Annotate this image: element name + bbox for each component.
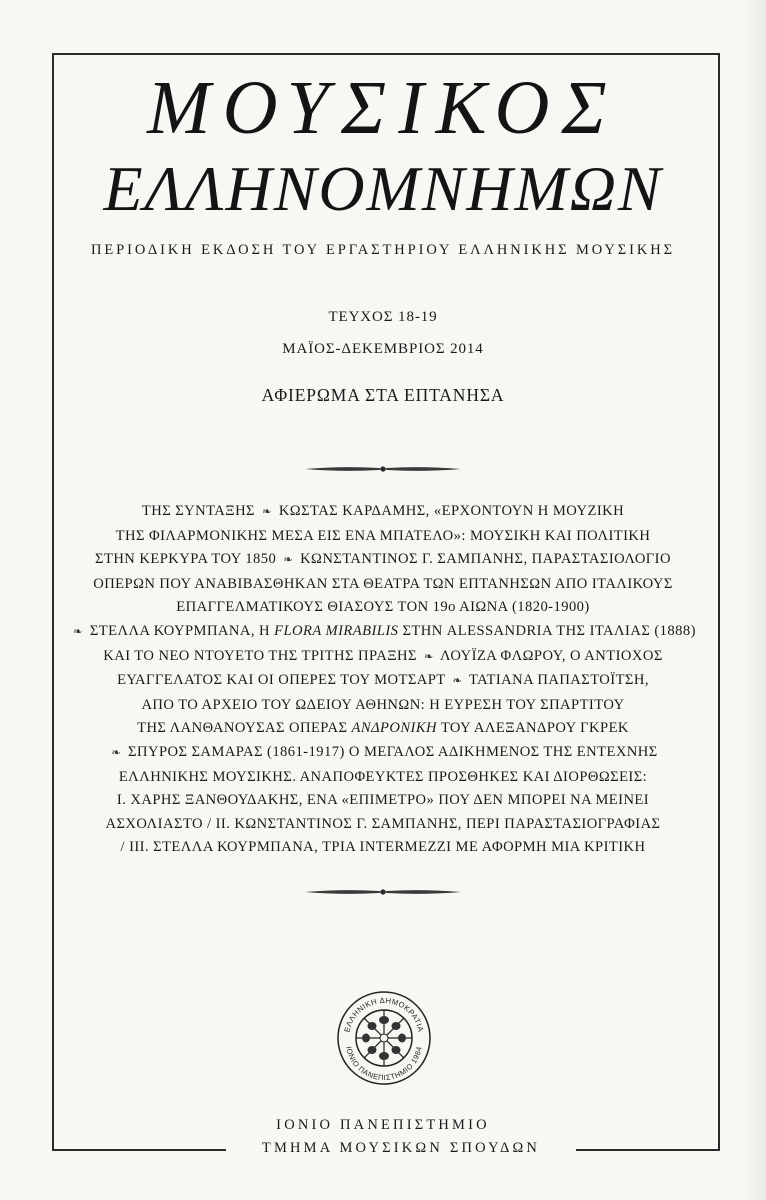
contents-text: ΤΟΥ ΑΛΕΞΑΝΔΡΟΥ ΓΚΡΕΚ xyxy=(437,720,629,737)
contents-line xyxy=(66,669,700,694)
contents-text: ΛΟΥΪΖΑ ΦΛΩΡΟΥ, Ο ΑΝΤΙΟΧΟΣ xyxy=(436,647,663,664)
table-of-contents xyxy=(66,500,700,860)
leaf-ornament-icon: ❧ xyxy=(452,675,463,688)
journal-title-line-1: ΜΟΥΣΙΚΟΣ xyxy=(147,66,619,150)
contents-line xyxy=(66,789,700,813)
issue-date: ΜΑΪΟΣ-ΔΕΚΕΜΒΡΙΟΣ 2014 xyxy=(282,341,484,357)
contents-line xyxy=(66,813,700,837)
contents-text: ΣΤΗΝ ΚΕΡΚΥΡΑ ΤΟΥ 1850 xyxy=(95,551,281,568)
contents-text: ΤΗΣ ΛΑΝΘΑΝΟΥΣΑΣ ΟΠΕΡΑΣ xyxy=(137,720,352,737)
seal-text-top: ΕΛΛΗΝΙΚΗ ΔΗΜΟΚΡΑΤΙΑ xyxy=(342,995,426,1034)
issue-number: ΤΕΥΧΟΣ 18-19 xyxy=(328,309,438,325)
contents-text: ΚΑΙ ΤΟ ΝΕΟ ΝΤΟΥΕΤΟ ΤΗΣ ΤΡΙΤΗΣ ΠΡΑΞΗΣ xyxy=(103,647,422,664)
contents-text: ΑΠΟ ΤΟ ΑΡΧΕΙΟ ΤΟΥ ΩΔΕΙΟΥ ΑΘΗΝΩΝ: Η ΕΥΡΕΣΗ ΤΟΥ ΣΠΑΡΤΙΤΟΥ xyxy=(141,696,625,713)
contents-text: ΕΥΑΓΓΕΛΑΤΟΣ ΚΑΙ ΟΙ ΟΠΕΡΕΣ ΤΟΥ ΜΟΤΣΑΡΤ xyxy=(117,672,450,689)
leaf-ornament-icon: ❧ xyxy=(424,650,434,663)
contents-text: ΑΝΔΡΟΝΙΚΗ xyxy=(351,720,438,737)
contents-line xyxy=(66,766,700,790)
contents-line xyxy=(66,596,700,620)
footer-university: ΙΟΝΙΟ ΠΑΝΕΠΙΣΤΗΜΙΟ xyxy=(276,1117,490,1133)
contents-text: ΣΤΕΛΛΑ ΚΟΥΡΜΠΑΝΑ, Η xyxy=(85,622,275,639)
contents-line xyxy=(66,525,700,549)
contents-line xyxy=(66,500,700,525)
ornament-divider-top xyxy=(303,463,463,475)
seal-text-bottom: ΙΟΝΙΟ ΠΑΝΕΠΙΣΤΗΜΙΟ 1984 xyxy=(344,1045,424,1083)
contents-text: / III. ΣΤΕΛΛΑ ΚΟΥΡΜΠΑΝΑ, ΤΡΙΑ INTERMEZZI ΜΕ ΑΦΟΡΜΗ ΜΙΑ ΚΡΙΤΙΚΗ xyxy=(120,839,646,856)
contents-text: FLORA MIRABILIS xyxy=(274,622,399,639)
contents-text: ΤΗΣ ΣΥΝΤΑΞΗΣ xyxy=(141,503,260,519)
issue-theme: ΑΦΙΕΡΩΜΑ ΣΤΑ ΕΠΤΑΝΗΣΑ xyxy=(261,385,505,405)
leaf-ornament-icon: ❧ xyxy=(283,554,293,567)
contents-line xyxy=(66,717,700,741)
contents-line xyxy=(66,573,700,597)
contents-text: ΕΠΑΓΓΕΛΜΑΤΙΚΟΥΣ ΘΙΑΣΟΥΣ ΤΟΝ 19ο ΑΙΩΝΑ (1820-1900) xyxy=(176,599,590,616)
contents-text: ΣΤΗΝ ALESSANDRIA ΤΗΣ ΙΤΑΛΙΑΣ (1888) xyxy=(398,622,696,639)
contents-line xyxy=(66,620,700,645)
contents-text: ΤΗΣ ΦΙΛΑΡΜΟΝΙΚΗΣ ΜΕΣΑ ΕΙΣ ΕΝΑ ΜΠΑΤΕΛΟ»: ΜΟΥΣΙΚΗ ΚΑΙ ΠΟΛΙΤΙΚΗ xyxy=(115,527,651,544)
leaf-ornament-icon: ❧ xyxy=(73,625,83,638)
contents-text: ΕΛΛΗΝΙΚΗΣ ΜΟΥΣΙΚΗΣ. ΑΝΑΠΟΦΕΥΚΤΕΣ ΠΡΟΣΘΗΚΕΣ ΚΑΙ ΔΙΟΡΘΩΣΕΙΣ: xyxy=(118,768,648,785)
contents-line xyxy=(66,836,700,860)
contents-text: ΚΩΝΣΤΑΝΤΙΝΟΣ Γ. ΣΑΜΠΑΝΗΣ, ΠΑΡΑΣΤΑΣΙΟΛΟΓΙΟ xyxy=(295,551,671,568)
scan-edge-shadow xyxy=(744,0,766,1200)
leaf-ornament-icon: ❧ xyxy=(262,506,272,518)
contents-text: I. ΧΑΡΗΣ ΞΑΝΘΟΥΔΑΚΗΣ, ΕΝΑ «ΕΠΙΜΕΤΡΟ» ΠΟΥ ΔΕΝ ΜΠΟΡΕΙ ΝΑ ΜΕΙΝΕΙ xyxy=(116,792,650,809)
ornament-divider-bottom xyxy=(303,886,463,898)
leaf-ornament-icon: ❧ xyxy=(111,746,121,759)
journal-title-line-2: ΕΛΛΗΝΟΜΝΗΜΩΝ xyxy=(103,153,663,224)
contents-line xyxy=(66,548,700,573)
contents-text: ΣΠΥΡΟΣ ΣΑΜΑΡΑΣ (1861-1917) Ο ΜΕΓΑΛΟΣ ΑΔΙΚΗΜΕΝΟΣ ΤΗΣ ΕΝΤΕΧΝΗΣ xyxy=(123,743,658,760)
contents-line xyxy=(66,741,700,766)
contents-line xyxy=(66,645,700,670)
journal-subtitle: ΠΕΡΙΟΔΙΚΗ ΕΚΔΟΣΗ ΤΟΥ ΕΡΓΑΣΤΗΡΙΟΥ ΕΛΛΗΝΙΚΗΣ ΜΟΥΣΙΚΗΣ xyxy=(91,242,675,258)
contents-text: ΟΠΕΡΩΝ ΠΟΥ ΑΝΑΒΙΒΑΣΘΗΚΑΝ ΣΤΑ ΘΕΑΤΡΑ ΤΩΝ ΕΠΤΑΝΗΣΩΝ ΑΠΟ ΙΤΑΛΙΚΟΥΣ xyxy=(93,575,673,592)
contents-text: ΑΣΧΟΛΙΑΣΤΟ / II. ΚΩΝΣΤΑΝΤΙΝΟΣ Γ. ΣΑΜΠΑΝΗΣ, ΠΕΡΙ ΠΑΡΑΣΤΑΣΙΟΓΡΑΦΙΑΣ xyxy=(105,815,661,832)
footer-department: ΤΜΗΜΑ ΜΟΥΣΙΚΩΝ ΣΠΟΥΔΩΝ xyxy=(226,1140,576,1157)
contents-text: ΤΑΤΙΑΝΑ ΠΑΠΑΣΤΟΪΤΣΗ, xyxy=(465,672,649,689)
university-seal-icon xyxy=(336,990,432,1086)
contents-line xyxy=(66,694,700,718)
contents-text: ΚΩΣΤΑΣ ΚΑΡΔΑΜΗΣ, «ΕΡΧΟΝΤΟΥΝ Η ΜΟΥΖΙΚΗ xyxy=(274,503,625,519)
